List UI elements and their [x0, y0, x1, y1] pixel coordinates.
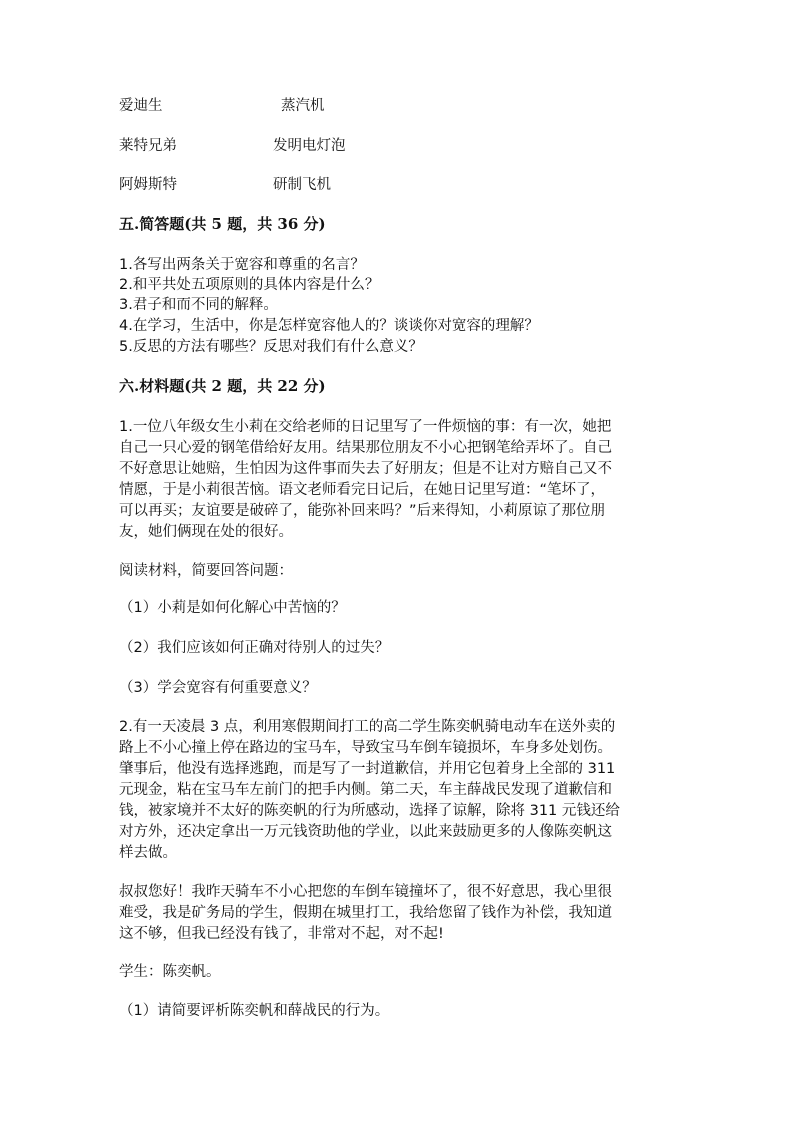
m1-line-4: 情愿，于是小莉很苦恼。语文老师看完日记后，在她日记里写道：“笔坏了， [119, 482, 606, 498]
letter-line-3: 这不够，但我已经没有钱了，非常对不起，对不起! [119, 926, 444, 942]
m1-question-1: （1）小莉是如何化解心中苦恼的？ [119, 600, 346, 616]
m1-line-1: 1.一位八年级女生小莉在交给老师的日记里写了一件烦恼的事：有一次，她把 [119, 419, 612, 435]
letter-signature: 学生：陈奕帆。 [119, 964, 221, 980]
s5-question-4: 4.在学习，生活中，你是怎样宽容他人的？谈谈你对宽容的理解？ [119, 318, 539, 334]
letter-line-1: 叔叔您好！我昨天骑车不小心把您的车倒车镜撞坏了，很不好意思，我心里很 [119, 884, 612, 900]
m1-line-5: 可以再买；友谊要是破碎了，能弥补回来吗？”后来得知，小莉原谅了那位朋 [119, 503, 606, 519]
s5-question-1: 1.各写出两条关于宽容和尊重的名言？ [119, 257, 365, 273]
m1-line-3: 不好意思让她赔，生怕因为这件事而失去了好朋友；但是不让对方赔自己又不 [119, 461, 612, 477]
s5-question-5: 5.反思的方法有哪些？反思对我们有什么意义？ [119, 339, 423, 355]
section-5-heading: 五.简答题(共 5 题，共 36 分) [119, 215, 326, 233]
m2-line-5: 钱，被家境并不太好的陈奕帆的行为所感动，选择了谅解，除将 311 元钱还给 [119, 803, 620, 819]
m2-line-4: 元现金，粘在宝马车左前门的把手内侧。第二天，车主薛战民发现了道歉信和 [119, 782, 612, 798]
m1-line-6: 友，她们俩现在处的很好。 [119, 524, 293, 540]
match-item-3: 研制飞机 [273, 177, 331, 193]
m1-question-3: （3）学会宽容有何重要意义？ [119, 680, 317, 696]
m1-prompt: 阅读材料，简要回答问题： [119, 563, 293, 579]
m2-line-2: 路上不小心撞上停在路边的宝马车，导致宝马车倒车镜损坏，车身多处划伤。 [119, 740, 612, 756]
m1-line-2: 自己一只心爱的钢笔借给好友用。结果那位朋友不小心把钢笔给弄坏了。自己 [119, 440, 612, 456]
m2-question-1: （1）请简要评析陈奕帆和薛战民的行为。 [119, 1003, 390, 1019]
match-item-2: 发明电灯泡 [273, 138, 346, 154]
m2-line-1: 2.有一天凌晨 3 点，利用寒假期间打工的高二学生陈奕帆骑电动车在送外卖的 [119, 719, 616, 735]
match-item-1: 蒸汽机 [281, 98, 325, 114]
s5-question-3: 3.君子和而不同的解释。 [119, 297, 278, 313]
match-person-1: 爱迪生 [119, 98, 163, 114]
section-6-heading: 六.材料题(共 2 题，共 22 分) [119, 377, 326, 395]
s5-question-2: 2.和平共处五项原则的具体内容是什么？ [119, 277, 380, 293]
m2-line-6: 对方外，还决定拿出一万元钱资助他的学业，以此来鼓励更多的人像陈奕帆这 [119, 824, 612, 840]
letter-line-2: 难受，我是矿务局的学生，假期在城里打工，我给您留了钱作为补偿，我知道 [119, 905, 612, 921]
m2-line-3: 肇事后，他没有选择逃跑，而是写了一封道歉信，并用它包着身上全部的 311 [119, 761, 616, 777]
match-person-2: 莱特兄弟 [119, 138, 177, 154]
m2-line-7: 样去做。 [119, 845, 177, 861]
m1-question-2: （2）我们应该如何正确对待别人的过失？ [119, 640, 390, 656]
match-person-3: 阿姆斯特 [119, 177, 177, 193]
